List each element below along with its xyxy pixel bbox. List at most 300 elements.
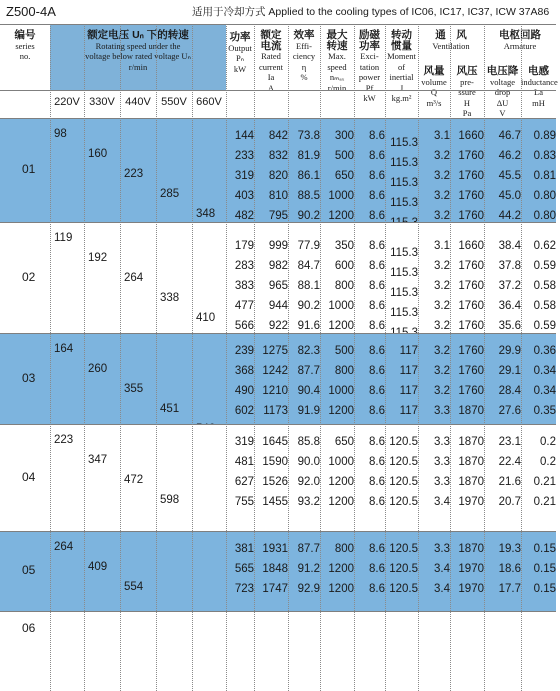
- data-cell: 0.62: [533, 240, 556, 252]
- data-cell: 90.4: [297, 385, 320, 397]
- data-cell: 1242: [262, 365, 288, 377]
- data-cell: 1870: [458, 456, 484, 468]
- du-en1: voltage: [489, 76, 516, 87]
- current-cn1: 额定: [260, 29, 282, 41]
- data-cell: 45.0: [498, 190, 521, 202]
- voltage-header: 220V: [54, 96, 80, 108]
- data-cell: 115.3: [390, 157, 418, 169]
- q-sym: Q: [430, 87, 438, 97]
- exc-cn1: 励磁: [359, 29, 380, 41]
- data-cell: 87.7: [297, 365, 320, 377]
- data-cell: 8.6: [369, 436, 385, 448]
- data-cell: 1760: [458, 320, 484, 332]
- data-cell: 565: [234, 563, 254, 575]
- mom-en3: inertial: [389, 72, 414, 82]
- data-cell: 87.7: [297, 543, 320, 555]
- current-sym: Ia: [267, 72, 275, 82]
- max-cn2: 转速: [326, 39, 348, 52]
- data-cell: 17.7: [498, 583, 521, 595]
- data-cell: 37.8: [498, 260, 521, 272]
- data-cell: 3.2: [434, 300, 450, 312]
- column-divider: [226, 24, 227, 691]
- speed-value: 554: [124, 581, 144, 593]
- data-cell: 1747: [262, 583, 288, 595]
- data-cell: 88.1: [297, 280, 320, 292]
- data-cell: 3.1: [434, 240, 450, 252]
- data-cell: 3.3: [434, 405, 450, 417]
- max-cn1: 最大: [326, 29, 348, 41]
- data-cell: 3.2: [434, 170, 450, 182]
- inductance-header: [521, 66, 556, 108]
- data-cell: 922: [268, 320, 288, 332]
- data-cell: 82.3: [297, 345, 320, 357]
- voltage-header: 550V: [161, 96, 187, 108]
- data-cell: 91.9: [297, 405, 320, 417]
- data-cell: 36.4: [498, 300, 521, 312]
- output-sym: Pₙ: [235, 53, 245, 63]
- data-cell: 1760: [458, 260, 484, 272]
- data-cell: 1870: [458, 543, 484, 555]
- data-cell: 0.83: [533, 150, 556, 162]
- vent-cn: 通 风: [435, 29, 467, 41]
- data-cell: 8.6: [369, 543, 385, 555]
- data-cell: 3.2: [434, 260, 450, 272]
- data-cell: 600: [334, 260, 354, 272]
- data-cell: 35.6: [498, 320, 521, 332]
- h-en2: ssure: [458, 87, 476, 97]
- data-cell: 117: [399, 405, 418, 417]
- row-divider: [0, 611, 556, 612]
- speed-value: 598: [160, 494, 180, 506]
- voltage-header: 660V: [196, 96, 222, 108]
- q-en: volume: [421, 76, 447, 87]
- data-cell: 92.9: [297, 583, 320, 595]
- data-cell: 20.7: [498, 496, 521, 508]
- data-cell: 1173: [263, 405, 288, 417]
- data-cell: 1760: [458, 385, 484, 397]
- max-en1: Max.: [328, 51, 346, 61]
- data-cell: 38.4: [498, 240, 521, 252]
- data-cell: 115.3: [390, 247, 418, 259]
- data-cell: 319: [234, 436, 254, 448]
- moment-header: [385, 30, 418, 104]
- data-cell: 28.4: [498, 385, 521, 397]
- data-cell: 381: [234, 543, 254, 555]
- speed-value: 192: [88, 252, 108, 264]
- h-sym: H: [463, 97, 471, 108]
- data-cell: 1000: [328, 385, 354, 397]
- la-unit: mH: [532, 97, 545, 108]
- data-cell: 566: [234, 320, 254, 332]
- voltage-drop-header: [484, 66, 521, 119]
- data-cell: 8.6: [369, 300, 385, 312]
- mom-sym: J: [399, 82, 404, 93]
- data-cell: 1200: [328, 405, 354, 417]
- data-cell: 91.6: [297, 320, 320, 332]
- data-cell: 1848: [262, 563, 288, 575]
- arm-en: Armature: [503, 40, 537, 51]
- series-number: 02: [22, 269, 36, 284]
- current-en2: current: [258, 61, 284, 72]
- data-cell: 179: [234, 240, 254, 252]
- data-cell: 1760: [458, 210, 484, 222]
- column-divider: [288, 24, 289, 691]
- data-cell: 723: [234, 583, 254, 595]
- data-cell: 0.36: [533, 345, 556, 357]
- data-cell: 8.6: [369, 280, 385, 292]
- data-cell: 982: [268, 260, 288, 272]
- q-unit: m³/s: [426, 97, 442, 108]
- data-cell: 0.80: [533, 190, 556, 202]
- data-cell: 3.4: [434, 496, 450, 508]
- column-divider: [192, 24, 193, 691]
- data-cell: 19.3: [498, 543, 521, 555]
- data-cell: 944: [268, 300, 288, 312]
- speed-value: 338: [160, 292, 180, 304]
- data-cell: 8.6: [369, 240, 385, 252]
- speed-header-en2: voltage below rated voltage Uₙ: [85, 51, 191, 61]
- data-cell: 0.58: [533, 280, 556, 292]
- data-cell: 832: [268, 150, 288, 162]
- excitation-header: [354, 30, 385, 104]
- data-cell: 1760: [458, 150, 484, 162]
- data-cell: 23.1: [498, 436, 521, 448]
- eff-sym: η: [301, 61, 307, 72]
- data-cell: 86.1: [297, 170, 320, 182]
- data-cell: 1760: [458, 170, 484, 182]
- data-cell: 0.21: [533, 476, 556, 488]
- series-header-cn: 编号: [14, 29, 36, 41]
- data-cell: 8.6: [369, 320, 385, 332]
- data-cell: 368: [234, 365, 254, 377]
- pressure-header: [450, 66, 484, 119]
- data-cell: 8.6: [369, 405, 385, 417]
- output-header: [226, 32, 254, 74]
- exc-cn2: 功率: [359, 39, 380, 52]
- data-cell: 500: [334, 345, 354, 357]
- data-cell: 81.9: [297, 150, 320, 162]
- speed-value: 260: [88, 363, 108, 375]
- data-cell: 1210: [262, 385, 288, 397]
- data-cell: 3.2: [434, 385, 450, 397]
- du-cn: 电压降: [486, 65, 519, 77]
- data-cell: 8.6: [369, 476, 385, 488]
- data-cell: 1200: [328, 496, 354, 508]
- data-cell: 117: [399, 385, 418, 397]
- data-cell: 500: [334, 150, 354, 162]
- series-header: [0, 30, 50, 62]
- data-cell: 0.15: [533, 543, 556, 555]
- data-cell: 115.3: [390, 197, 418, 209]
- data-cell: 842: [268, 130, 288, 142]
- speed-value: 410: [196, 312, 216, 324]
- data-cell: 3.3: [434, 543, 450, 555]
- speed-value: 160: [88, 148, 108, 160]
- data-cell: 8.6: [369, 260, 385, 272]
- data-cell: 18.6: [498, 563, 521, 575]
- data-cell: 1760: [458, 345, 484, 357]
- data-cell: 120.5: [389, 563, 418, 575]
- exc-en3: power: [358, 72, 381, 82]
- speed-value: 347: [88, 454, 108, 466]
- data-cell: 0.34: [533, 385, 556, 397]
- output-unit: kW: [233, 63, 247, 74]
- data-cell: 0.80: [533, 210, 556, 222]
- data-cell: 3.2: [434, 280, 450, 292]
- column-divider: [320, 24, 321, 691]
- data-cell: 8.6: [369, 345, 385, 357]
- speed-header: [50, 30, 226, 72]
- data-cell: 8.6: [369, 583, 385, 595]
- data-cell: 0.58: [533, 300, 556, 312]
- speed-header-en1: Rotating speed under the: [95, 40, 181, 51]
- mom-unit: kg.m²: [391, 93, 412, 103]
- data-cell: 3.2: [434, 190, 450, 202]
- data-cell: 93.2: [297, 496, 320, 508]
- data-cell: 755: [234, 496, 254, 508]
- data-cell: 482: [234, 210, 254, 222]
- data-cell: 8.6: [369, 170, 385, 182]
- eff-cn: 效率: [293, 29, 315, 41]
- data-cell: 0.2: [540, 436, 556, 448]
- exc-en2: tation: [359, 61, 380, 72]
- data-cell: 3.2: [434, 365, 450, 377]
- data-cell: 8.6: [369, 385, 385, 397]
- speed-value: 264: [124, 272, 144, 284]
- h-en1: pre-: [460, 76, 474, 87]
- data-cell: 490: [234, 385, 254, 397]
- data-cell: 3.2: [434, 320, 450, 332]
- data-cell: 481: [234, 456, 254, 468]
- eff-unit: %: [300, 72, 308, 82]
- data-cell: 3.4: [434, 563, 450, 575]
- column-divider: [354, 24, 355, 691]
- data-cell: 115.3: [390, 177, 418, 189]
- exc-en1: Exci-: [360, 51, 379, 61]
- data-cell: 3.1: [434, 130, 450, 142]
- h-cn: 风压: [456, 65, 478, 77]
- data-cell: 1200: [328, 210, 354, 222]
- data-cell: 8.6: [369, 130, 385, 142]
- data-cell: 115.3: [390, 307, 418, 319]
- armature-header: [484, 30, 556, 51]
- data-cell: 0.81: [533, 170, 556, 182]
- column-divider: [156, 24, 157, 691]
- data-cell: 1275: [262, 345, 288, 357]
- current-cn2: 电流: [260, 39, 282, 52]
- column-divider: [254, 24, 255, 691]
- mom-cn1: 转动: [391, 29, 412, 41]
- page-title: Z500-4A: [6, 4, 56, 19]
- data-cell: 44.2: [498, 210, 521, 222]
- data-cell: 46.2: [498, 150, 521, 162]
- speed-value: 119: [54, 232, 73, 244]
- row-divider: [0, 24, 556, 25]
- data-cell: 1526: [262, 476, 288, 488]
- data-cell: 1870: [458, 436, 484, 448]
- series-number: 03: [22, 370, 36, 385]
- airvolume-header: [418, 66, 450, 108]
- data-cell: 29.9: [498, 345, 521, 357]
- max-en2: speed: [327, 61, 347, 72]
- data-cell: 0.34: [533, 365, 556, 377]
- data-cell: 77.9: [297, 240, 320, 252]
- speed-value: 285: [160, 188, 180, 200]
- speed-value: 164: [54, 343, 74, 355]
- data-cell: 8.6: [369, 563, 385, 575]
- data-cell: 383: [234, 280, 254, 292]
- data-cell: 90.2: [297, 300, 320, 312]
- current-en1: Rated: [261, 51, 281, 61]
- speed-value: 451: [160, 403, 180, 415]
- data-cell: 1760: [458, 190, 484, 202]
- data-cell: 120.5: [389, 496, 418, 508]
- data-cell: 37.2: [498, 280, 521, 292]
- data-cell: 1455: [262, 496, 288, 508]
- exc-sym: Pf: [365, 82, 374, 93]
- data-cell: 0.59: [533, 260, 556, 272]
- data-cell: 8.6: [369, 365, 385, 377]
- data-cell: 650: [334, 170, 354, 182]
- data-cell: 8.6: [369, 496, 385, 508]
- data-cell: 1870: [458, 476, 484, 488]
- data-cell: 233: [234, 150, 254, 162]
- data-cell: 0.2: [540, 456, 556, 468]
- du-sym: ΔU: [496, 97, 509, 108]
- data-cell: 90.0: [297, 456, 320, 468]
- data-cell: 8.6: [369, 190, 385, 202]
- rating-table: [0, 24, 556, 691]
- data-cell: 0.35: [533, 405, 556, 417]
- row-divider: [0, 118, 556, 119]
- data-cell: 120.5: [389, 456, 418, 468]
- column-divider: [84, 24, 85, 691]
- exc-unit: kW: [363, 93, 376, 103]
- data-cell: 45.5: [498, 170, 521, 182]
- voltage-header: 330V: [89, 96, 115, 108]
- speed-value: 98: [54, 128, 67, 140]
- data-cell: 477: [234, 300, 254, 312]
- data-cell: 92.0: [297, 476, 320, 488]
- data-cell: 3.3: [434, 456, 450, 468]
- output-en: Output: [228, 42, 252, 53]
- data-cell: 3.4: [434, 583, 450, 595]
- data-cell: 1000: [328, 300, 354, 312]
- data-cell: 1760: [458, 300, 484, 312]
- data-cell: 120.5: [389, 476, 418, 488]
- column-divider: [418, 24, 419, 691]
- data-cell: 1970: [458, 563, 484, 575]
- data-cell: 1200: [328, 563, 354, 575]
- data-cell: 3.2: [434, 210, 450, 222]
- column-divider: [521, 24, 522, 691]
- data-cell: 1645: [262, 436, 288, 448]
- series-number: 05: [22, 563, 36, 577]
- data-cell: 1000: [328, 190, 354, 202]
- data-cell: 3.2: [434, 150, 450, 162]
- data-cell: 810: [268, 190, 288, 202]
- cooling-types-note: 适用于冷却方式 Applied to the cooling types of IC06, IC17, IC37, ICW 37A86: [192, 6, 550, 18]
- data-cell: 1970: [458, 496, 484, 508]
- max-sym: nₘₐₓ: [329, 72, 345, 82]
- data-cell: 22.4: [498, 456, 521, 468]
- mom-cn2: 惯量: [391, 39, 412, 52]
- data-cell: 85.8: [297, 436, 320, 448]
- data-cell: 800: [334, 543, 354, 555]
- la-cn: 电感: [528, 65, 549, 77]
- du-en2: drop: [494, 87, 511, 97]
- data-cell: 91.2: [297, 563, 320, 575]
- speed-value: 223: [124, 168, 144, 180]
- data-cell: 283: [234, 260, 254, 272]
- row-divider: [0, 90, 556, 91]
- series-header-en: series: [15, 40, 35, 51]
- data-cell: 120.5: [389, 436, 418, 448]
- current-unit: A: [267, 82, 275, 93]
- column-divider: [385, 24, 386, 691]
- data-cell: 117: [399, 345, 418, 357]
- q-cn: 风量: [423, 65, 445, 77]
- data-cell: 0.59: [533, 320, 556, 332]
- data-cell: 1760: [458, 280, 484, 292]
- vent-en: Ventilation: [432, 40, 470, 51]
- series-number: 01: [22, 162, 36, 176]
- data-cell: 1200: [328, 583, 354, 595]
- data-cell: 650: [334, 436, 354, 448]
- data-cell: 602: [234, 405, 254, 417]
- current-header: [254, 30, 288, 93]
- data-cell: 1760: [458, 365, 484, 377]
- data-cell: 1970: [458, 583, 484, 595]
- row-divider: [0, 424, 556, 425]
- data-cell: 965: [268, 280, 288, 292]
- data-cell: 999: [268, 240, 288, 252]
- data-cell: 350: [334, 240, 354, 252]
- data-cell: 88.5: [297, 190, 320, 202]
- data-cell: 90.2: [297, 210, 320, 222]
- data-cell: 29.1: [498, 365, 521, 377]
- data-cell: 1660: [458, 130, 484, 142]
- max-unit: r/min: [327, 82, 347, 93]
- voltage-header: 440V: [125, 96, 151, 108]
- data-cell: 403: [234, 190, 254, 202]
- series-number: 04: [22, 469, 36, 484]
- data-cell: 1200: [328, 320, 354, 332]
- data-cell: 239: [234, 345, 254, 357]
- data-cell: 3.3: [434, 476, 450, 488]
- speed-value: 348: [196, 208, 216, 220]
- speed-value: 264: [54, 541, 74, 553]
- data-cell: 1000: [328, 456, 354, 468]
- row-divider: [0, 333, 556, 334]
- data-cell: 115.3: [390, 267, 418, 279]
- data-cell: 73.8: [297, 130, 320, 142]
- data-cell: 120.5: [389, 583, 418, 595]
- eff-en2: ciency: [292, 51, 316, 61]
- data-cell: 3.3: [434, 436, 450, 448]
- data-cell: 8.6: [369, 456, 385, 468]
- data-cell: 319: [234, 170, 254, 182]
- row-divider: [0, 531, 556, 532]
- data-cell: 820: [268, 170, 288, 182]
- speed-value: 472: [124, 474, 144, 486]
- data-cell: 0.15: [533, 563, 556, 575]
- la-en1: inductance: [521, 76, 558, 87]
- column-divider: [484, 24, 485, 691]
- speed-header-cn: 额定电压 Uₙ 下的转速: [87, 29, 189, 41]
- data-cell: 120.5: [389, 543, 418, 555]
- speed-value: 223: [54, 434, 74, 446]
